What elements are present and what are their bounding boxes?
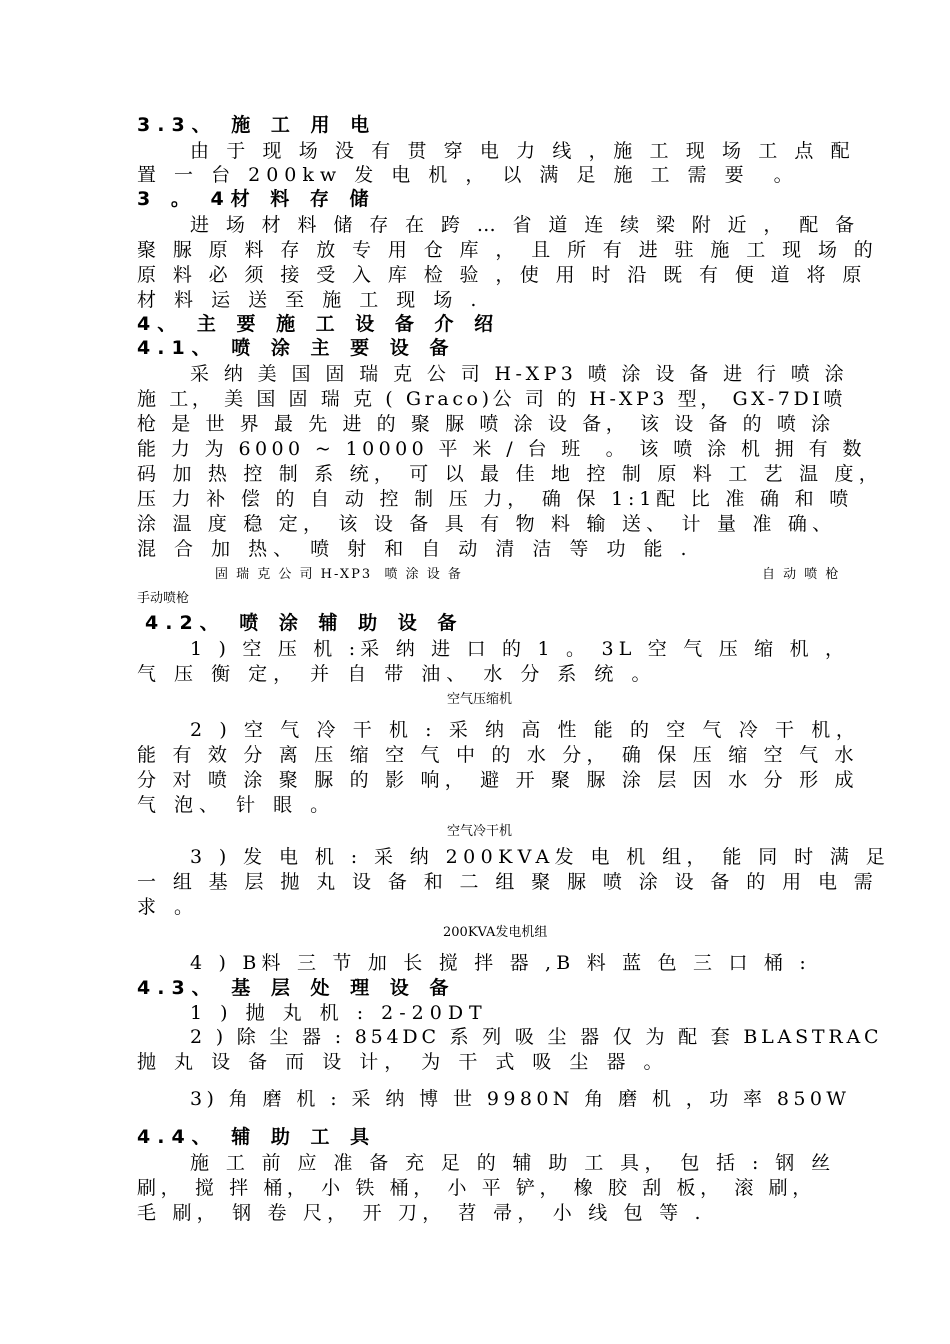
- paragraph-line: 抛 丸 设 备 而 设 计， 为 干 式 吸 尘 器 。: [137, 1051, 669, 1073]
- section-heading-4-2: 4.2、 喷 涂 辅 助 设 备: [145, 612, 464, 634]
- paragraph-line: 2 ) 除 尘 器 : 854DC 系 列 吸 尘 器 仅 为 配 套 BLASTRAC: [190, 1026, 883, 1048]
- paragraph-line: 置 一 台 200kw 发 电 机 ， 以 满 足 施 工 需 要 。: [137, 164, 799, 186]
- figure-caption: 固 瑞 克 公 司 H-XP3 喷 涂 设 备: [215, 567, 463, 582]
- paragraph-line: 1 ) 空 压 机 :采 纳 进 口 的 1 。 3L 空 气 压 缩 机 ，: [190, 638, 850, 660]
- section-heading-3-4: 3 。 4材 料 存 储: [137, 188, 376, 210]
- paragraph-line: 一 组 基 层 抛 丸 设 备 和 二 组 聚 脲 喷 涂 设 备 的 用 电 需: [137, 871, 879, 893]
- paragraph-line: 由 于 现 场 没 有 贯 穿 电 力 线 ，施 工 现 场 工 点 配: [190, 140, 856, 162]
- paragraph-line: 分 对 喷 涂 聚 脲 的 影 响， 避 开 聚 脲 涂 层 因 水 分 形 成: [137, 769, 859, 791]
- paragraph-line: 3) 角 磨 机 : 采 纳 博 世 9980N 角 磨 机 ，功 率 850W: [190, 1088, 851, 1110]
- figure-caption: 自 动 喷 枪: [762, 567, 841, 582]
- paragraph-line: 4 ) B料 三 节 加 长 搅 拌 器 ,B 料 蓝 色 三 口 桶 :: [190, 952, 811, 974]
- section-heading-3-3: 3.3、 施 工 用 电: [137, 114, 377, 136]
- paragraph-line: 能 有 效 分 离 压 缩 空 气 中 的 水 分， 确 保 压 缩 空 气 水: [137, 744, 859, 766]
- paragraph-line: 压 力 补 偿 的 自 动 控 制 压 力， 确 保 1:1配 比 准 确 和 喷: [137, 488, 854, 510]
- paragraph-line: 枪 是 世 界 最 先 进 的 聚 脲 喷 涂 设 备， 该 设 备 的 喷 涂: [137, 413, 835, 435]
- paragraph-line: 码 加 热 控 制 系 统， 可 以 最 佳 地 控 制 原 料 工 艺 温 度，: [137, 463, 883, 485]
- paragraph-line: 3 ) 发 电 机 : 采 纳 200KVA发 电 机 组， 能 同 时 满 足: [190, 846, 891, 868]
- paragraph-line: 采 纳 美 国 固 瑞 克 公 司 H-XP3 喷 涂 设 备 进 行 喷 涂: [190, 363, 848, 385]
- paragraph-line: 材 料 运 送 至 施 工 现 场 .: [137, 289, 483, 311]
- section-heading-4-3: 4.3、 基 层 处 理 设 备: [137, 977, 456, 999]
- paragraph-line: 求 。: [137, 896, 200, 918]
- paragraph-line: 毛 刷， 钢 卷 尺， 开 刀， 苕 帚， 小 线 包 等 .: [137, 1202, 706, 1224]
- section-heading-4-4: 4.4、 辅 助 工 具: [137, 1126, 377, 1148]
- paragraph-line: 混 合 加 热、 喷 射 和 自 动 清 洁 等 功 能 .: [137, 538, 693, 560]
- paragraph-line: 进 场 材 料 储 存 在 跨 … 省 道 连 续 梁 附 近 ， 配 备: [190, 214, 860, 236]
- paragraph-line: 1 ) 抛 丸 机 : 2-20DT: [190, 1002, 488, 1024]
- paragraph-line: 刷， 搅 拌 桶， 小 铁 桶， 小 平 铲， 橡 胶 刮 板， 滚 刷，: [137, 1177, 816, 1199]
- paragraph-line: 聚 脲 原 料 存 放 专 用 仓 库 ， 且 所 有 进 驻 施 工 现 场 的: [137, 239, 879, 261]
- figure-caption: 手动喷枪: [137, 591, 190, 606]
- section-heading-4: 4、 主 要 施 工 设 备 介 绍: [137, 313, 501, 335]
- paragraph-line: 涂 温 度 稳 定， 该 设 备 具 有 物 料 输 送、 计 量 准 确、: [137, 513, 837, 535]
- figure-caption: 空气冷干机: [447, 824, 513, 839]
- section-heading-4-1: 4.1、 喷 涂 主 要 设 备: [137, 337, 456, 359]
- paragraph-line: 气 压 衡 定， 并 自 带 油、 水 分 系 统 。: [137, 663, 657, 685]
- paragraph-line: 2 ) 空 气 冷 干 机 : 采 纳 高 性 能 的 空 气 冷 干 机，: [190, 719, 861, 741]
- paragraph-line: 原 料 必 须 接 受 入 库 检 验 ，使 用 时 沿 既 有 便 道 将 原: [137, 264, 867, 286]
- figure-caption: 空气压缩机: [447, 692, 513, 707]
- paragraph-line: 施 工， 美 国 固 瑞 克 ( Graco)公 司 的 H-XP3 型， GX-7DI喷: [137, 388, 846, 410]
- paragraph-line: 施 工 前 应 准 备 充 足 的 辅 助 工 具， 包 括 : 钢 丝: [190, 1152, 836, 1174]
- paragraph-line: 气 泡、 针 眼 。: [137, 794, 336, 816]
- paragraph-line: 能 力 为 6000 ~ 10000 平 米 / 台 班 。 该 喷 涂 机 拥 有 数: [137, 438, 866, 460]
- figure-caption: 200KVA发电机组: [443, 925, 548, 940]
